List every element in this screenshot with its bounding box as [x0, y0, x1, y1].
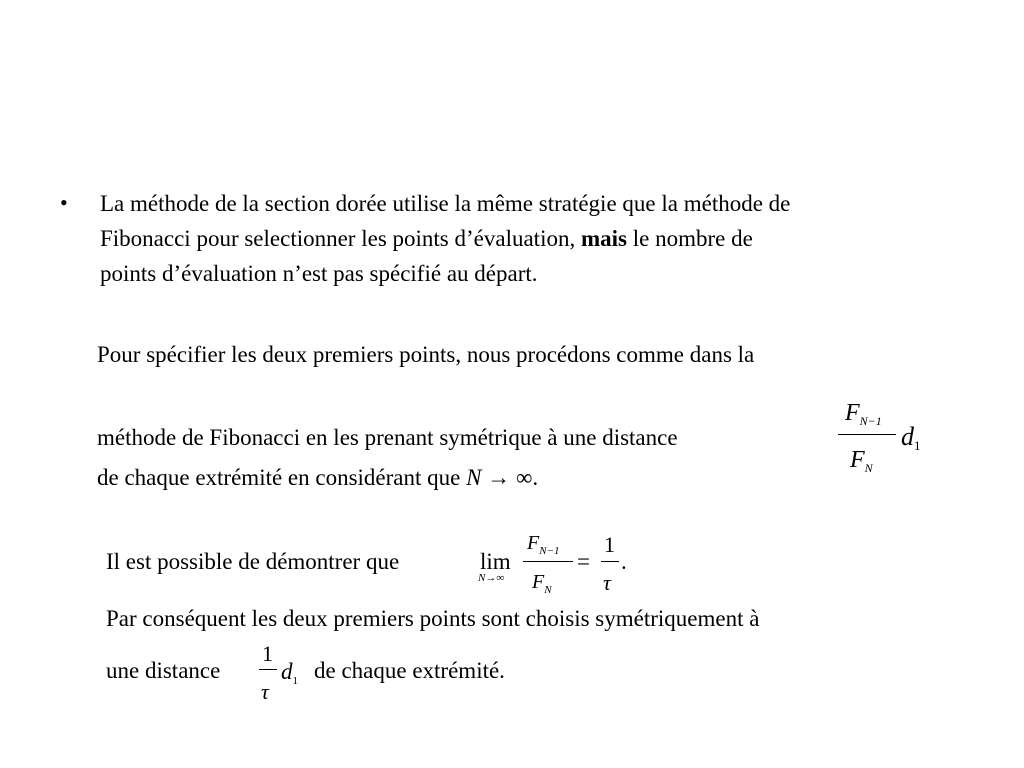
- formula3-tail: [281, 659, 298, 687]
- formula1-tail-var: d: [901, 422, 914, 451]
- bullet-line-2-emphasis: mais: [580, 226, 627, 251]
- formula1-denominator: [850, 447, 873, 475]
- formula1-num-sub: N−1: [859, 414, 882, 428]
- para2-line-3-a: une distance: [106, 658, 221, 683]
- formula2-rhs-bar: [601, 561, 619, 562]
- bullet-line-3: points d’évaluation n’est pas spécifié au départ.: [100, 261, 538, 286]
- bullet-symbol: •: [60, 190, 68, 215]
- bullet-line-2-text-b: le nombre de: [632, 226, 753, 251]
- bullet-line-2: [100, 227, 753, 250]
- para2-line-2: Par conséquent les deux premiers points sont choisis symétriquement à: [106, 606, 760, 631]
- formula2-fraction-bar: [523, 561, 573, 562]
- formula1-fraction-bar: [838, 434, 896, 435]
- formula2-num-sub: N−1: [539, 545, 560, 557]
- para2-line-1: Il est possible de démontrer que: [106, 549, 400, 574]
- bullet-line-2-text-a: Fibonacci pour selectionner les points d’évaluation,: [100, 226, 576, 251]
- formula2-numerator: [527, 532, 560, 557]
- formula1-num-var: F: [845, 400, 860, 426]
- para1-line-2: méthode de Fibonacci en les prenant symétrique à une distance: [97, 425, 678, 450]
- formula2-num-var: F: [527, 532, 540, 554]
- formula2-period: .: [621, 549, 627, 574]
- formula2-rhs-denominator: τ: [603, 570, 611, 595]
- para1-line-3-text-a: de chaque extrémité en considérant que: [97, 465, 461, 490]
- formula3-numerator: 1: [262, 641, 273, 666]
- formula2-den-var: F: [532, 571, 545, 593]
- bullet-line-1: La méthode de la section dorée utilise la même stratégie que la méthode de: [100, 191, 791, 216]
- formula3-fraction-bar: [259, 669, 277, 670]
- formula1-den-sub: N: [864, 461, 873, 475]
- formula2-equals: =: [577, 549, 590, 574]
- formula1-tail: [901, 422, 921, 453]
- formula3-denominator: τ: [261, 679, 269, 704]
- formula3-tail-var: d: [281, 659, 293, 684]
- formula2-den-sub: N: [544, 584, 552, 596]
- para1-line-3: [97, 466, 538, 489]
- para1-line-3-text-b: → ∞.: [487, 465, 539, 490]
- formula2-rhs-numerator: 1: [604, 532, 615, 557]
- formula2-denominator: [532, 571, 552, 596]
- formula2-lim: lim: [480, 549, 511, 574]
- formula1-numerator: [845, 400, 882, 428]
- formula1-den-var: F: [850, 447, 865, 473]
- para1-line-1: Pour spécifier les deux premiers points, nous procédons comme dans la: [97, 342, 755, 367]
- para1-line-3-var: N: [466, 465, 482, 490]
- formula2-lim-subscript: N→∞: [478, 572, 505, 584]
- formula3-tail-sub: 1: [292, 675, 298, 687]
- para2-line-3-b: de chaque extrémité.: [314, 658, 505, 683]
- formula1-tail-sub: 1: [914, 438, 921, 453]
